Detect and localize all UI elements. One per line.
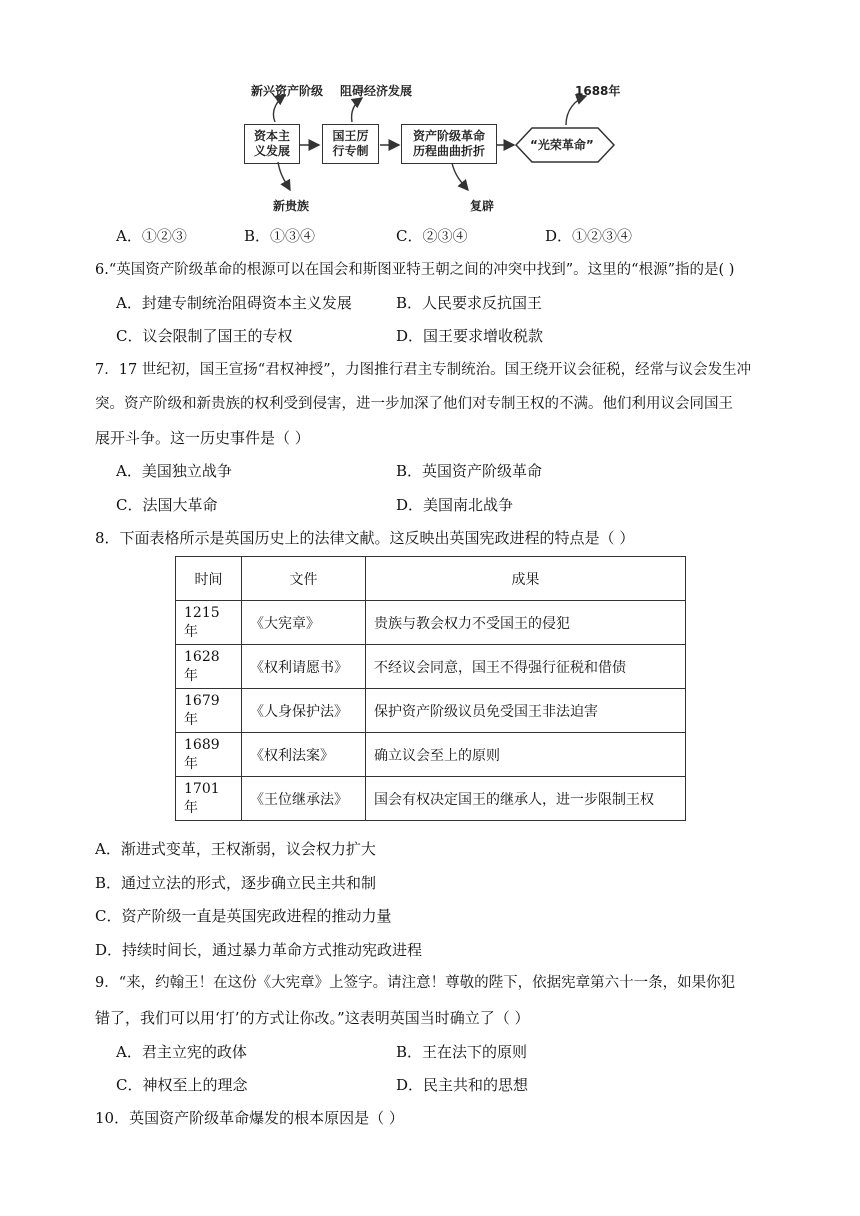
q6-option-c[interactable]: C．议会限制了国王的专权: [116, 327, 293, 345]
table-row: [176, 777, 686, 821]
diagram-box-revolution: [401, 124, 497, 164]
q9-option-d[interactable]: D．民主共和的思想: [396, 1076, 529, 1094]
table-cell-document: 《权利法案》: [242, 733, 366, 777]
q8-option-a[interactable]: A．渐进式变革，王权渐弱，议会权力扩大: [95, 840, 376, 858]
q8-option-d[interactable]: D．持续时间长，通过暴力革命方式推动宪政进程: [95, 941, 423, 959]
diagram-label-restoration: 复辟: [470, 199, 495, 213]
q8-stem: 8．下面表格所示是英国历史上的法律文献。这反映出英国宪政进程的特点是（ ）: [95, 529, 635, 547]
diagram-box-capitalism-line1: 资本主: [253, 129, 290, 143]
diagram-box-capitalism: [244, 124, 300, 164]
q9-option-b[interactable]: B．王在法下的原则: [396, 1043, 528, 1061]
q7-option-a[interactable]: A．美国独立战争: [116, 462, 232, 480]
q6-option-d[interactable]: D．国王要求增收税款: [396, 327, 544, 345]
table-cell-time: 1689 年: [176, 733, 242, 777]
diagram-label-new-nobility: 新贵族: [273, 199, 310, 213]
diagram-box-king-autocracy: [322, 124, 379, 164]
q6-stem: 6.“英国资产阶级革命的根源可以在国会和斯图亚特王朝之间的冲突中找到”。这里的“根源”指的是( ): [95, 262, 735, 278]
q7-option-c[interactable]: C．法国大革命: [116, 496, 218, 514]
diagram-box-revolution-line1: 资产阶级革命: [412, 129, 485, 143]
table-header-row: [176, 557, 686, 601]
table-header-time: 时间: [176, 557, 242, 601]
table-header-result: 成果: [366, 557, 686, 601]
table-cell-result: 国会有权决定国王的继承人，进一步限制王权: [366, 777, 686, 821]
q5-option-a[interactable]: A．①②③: [116, 227, 187, 245]
q7-option-b[interactable]: B．英国资产阶级革命: [396, 462, 543, 480]
law-table: [175, 556, 686, 821]
table-cell-document: 《王位继承法》: [242, 777, 366, 821]
diagram-label-1688: 1688年: [575, 84, 621, 98]
table-cell-document: 《人身保护法》: [242, 689, 366, 733]
q6-option-b[interactable]: B．人民要求反抗国王: [396, 294, 543, 312]
diagram-box-glorious-revolution: “光荣革命”: [530, 138, 594, 152]
table-cell-result: 确立议会至上的原则: [366, 733, 686, 777]
table-cell-result: 不经议会同意，国王不得强行征税和借债: [366, 645, 686, 689]
table-cell-result: 贵族与教会权力不受国王的侵犯: [366, 601, 686, 645]
q7-stem-line3: 展开斗争。这一历史事件是（ ）: [95, 429, 310, 447]
q9-stem-line2: 错了，我们可以用‘打’的方式让你改。”这表明英国当时确立了（ ）: [95, 1009, 530, 1027]
flow-diagram-arrows: [0, 0, 860, 230]
table-header-document: 文件: [242, 557, 366, 601]
q5-option-c[interactable]: C．②③④: [396, 227, 468, 245]
table-row: [176, 601, 686, 645]
table-cell-time: 1628 年: [176, 645, 242, 689]
table-cell-time: 1701 年: [176, 777, 242, 821]
q7-stem-line1: 7．17 世纪初，国王宣扬“君权神授”，力图推行君主专制统治。国王绕开议会征税，经常与议会发生冲: [95, 362, 752, 378]
diagram-box-revolution-line2: 历程曲曲折折: [412, 144, 485, 158]
q9-option-c[interactable]: C．神权至上的理念: [116, 1076, 248, 1094]
q5-option-b[interactable]: B．①③④: [244, 227, 316, 245]
q9-stem-line1: 9．“来，约翰王！在这份《大宪章》上签字。请注意！尊敬的陛下，依据宪章第六十一条，如果你犯: [95, 975, 736, 991]
diagram-box-capitalism-line2: 义发展: [253, 144, 290, 158]
q8-option-b[interactable]: B．通过立法的形式，逐步确立民主共和制: [95, 874, 377, 892]
q10-stem: 10．英国资产阶级革命爆发的根本原因是（ ）: [95, 1109, 404, 1127]
q7-stem-line2: 突。资产阶级和新贵族的权利受到侵害，进一步加深了他们对专制王权的不满。他们利用议会同国王: [95, 396, 733, 412]
q6-option-a[interactable]: A．封建专制统治阻碍资本主义发展: [116, 294, 352, 312]
diagram-label-new-bourgeoisie: 新兴资产阶级: [251, 84, 324, 98]
table-cell-document: 《权利请愿书》: [242, 645, 366, 689]
table-cell-document: 《大宪章》: [242, 601, 366, 645]
q8-option-c[interactable]: C．资产阶级一直是英国宪政进程的推动力量: [95, 907, 392, 925]
diagram-box-king-line1: 国王厉: [332, 129, 369, 143]
diagram-label-hinder-economy: 阻碍经济发展: [340, 84, 413, 98]
q9-option-a[interactable]: A．君主立宪的政体: [116, 1043, 247, 1061]
table-row: [176, 645, 686, 689]
diagram-box-king-line2: 行专制: [332, 144, 369, 158]
table-cell-time: 1679 年: [176, 689, 242, 733]
q7-option-d[interactable]: D．美国南北战争: [396, 496, 514, 514]
table-cell-result: 保护资产阶级议员免受国王非法迫害: [366, 689, 686, 733]
table-row: [176, 733, 686, 777]
q5-option-d[interactable]: D．①②③④: [545, 227, 633, 245]
table-row: [176, 689, 686, 733]
table-cell-time: 1215 年: [176, 601, 242, 645]
